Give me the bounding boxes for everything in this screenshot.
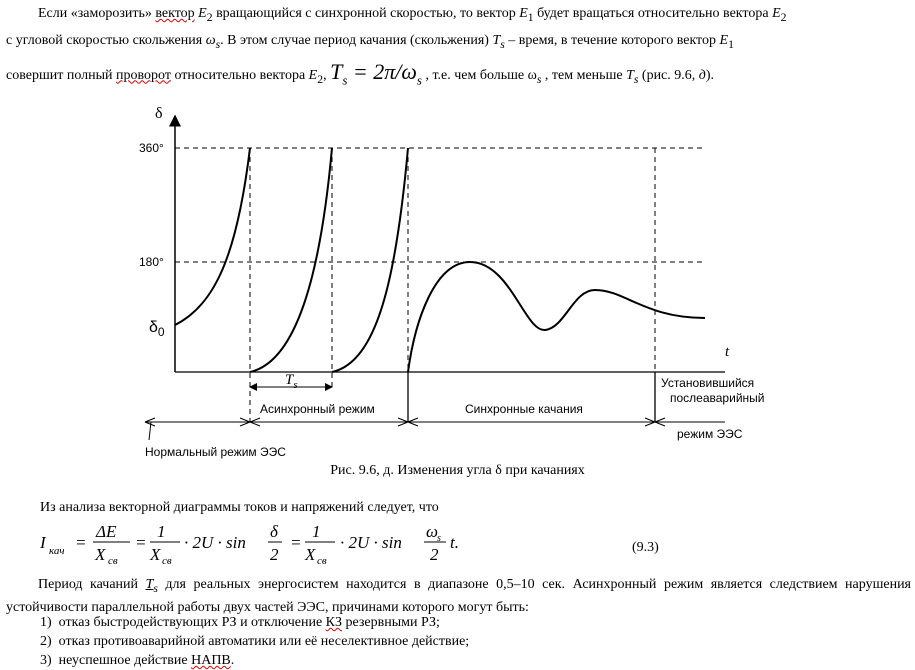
svg-text:1: 1 xyxy=(157,522,166,541)
figure-caption: Рис. 9.6, д. Изменения угла δ при качаниях xyxy=(330,463,585,478)
svg-text:св: св xyxy=(162,555,172,566)
svg-text:δ: δ xyxy=(270,522,278,541)
region-post-label-1: Установившийся xyxy=(661,376,755,390)
region-post-label-3: режим ЭЭС xyxy=(677,427,743,441)
y-axis-label: δ xyxy=(155,105,163,122)
region-post-label-2: послеаварийный xyxy=(670,391,765,405)
causes-list xyxy=(6,613,469,670)
equation-number: (9.3) xyxy=(632,540,659,555)
svg-text:св: св xyxy=(108,555,118,566)
period-formula: $T_s = 2\pi/\omega_s$ xyxy=(330,58,422,87)
svg-text:кач: кач xyxy=(49,545,65,557)
svg-text:=: = xyxy=(75,533,87,552)
tick-delta0: $\delta_0$ xyxy=(149,319,165,339)
svg-text:s: s xyxy=(437,533,441,544)
svg-text:св: св xyxy=(317,555,327,566)
svg-text:2: 2 xyxy=(270,545,279,564)
paragraph-period: Период качаний $T_s$ для реальных энергосистем находится в диапазоне 0,5–10 сек. Асинхронный режим является следствием нарушения устойчивости параллельной работы двух частей ЭЭС, причинами которого могут быть: xyxy=(6,577,911,615)
paragraph-intro: Если «заморозить» вектор $E_2$ вращающийся с синхронной скоростью, то вектор $E_1$ будет вращаться относительно вектора $E_2$ с угловой скоростью скольжения $\omega_s$. В этом случае период качания (скольжения) $T_s$ – время, в течение которого вектор $E_1$ совершит полный проворот относительно вектора $E_2$, $T_s = 2\pi/\omega_s$ , т.е. чем больше $\omega_s$ , тем меньше $T_s$ (рис. 9.6, д). xyxy=(6,6,787,87)
svg-text:X: X xyxy=(95,545,106,564)
curve-slip-1 xyxy=(250,148,332,372)
list-item: 2) отказ противоаварийной автоматики или её неселективное действие; xyxy=(40,634,470,649)
tick-360: 360° xyxy=(139,141,164,155)
tick-180: 180° xyxy=(139,255,164,269)
svg-text:I: I xyxy=(40,533,46,552)
svg-text:X: X xyxy=(150,545,161,564)
svg-text:· 2U · sin: · 2U · sin xyxy=(184,533,246,552)
region-sync-label: Синхронные качания xyxy=(465,402,583,416)
svg-text:=: = xyxy=(290,533,302,552)
region-async-label: Асинхронный режим xyxy=(260,402,375,416)
analysis-intro: Из анализа векторной диаграммы токов и напряжений следует, что xyxy=(40,500,439,515)
equation-9-3 xyxy=(40,520,680,566)
svg-text:2: 2 xyxy=(430,545,439,564)
svg-text:X: X xyxy=(305,545,316,564)
svg-text:· 2U · sin: · 2U · sin xyxy=(340,533,402,552)
region-normal-label: Нормальный режим ЭЭС xyxy=(145,445,286,459)
normal-mode-leader xyxy=(149,422,151,440)
period-label: $T_s$ xyxy=(285,372,298,391)
x-axis-label: t xyxy=(725,344,730,360)
svg-text:1: 1 xyxy=(312,522,321,541)
svg-text:t.: t. xyxy=(450,533,459,552)
curve-synchronous-swing xyxy=(408,262,705,372)
curve-initial-rise xyxy=(175,148,250,325)
svg-text:ΔE: ΔE xyxy=(96,522,117,541)
angle-swing-figure xyxy=(125,100,785,462)
svg-text:=: = xyxy=(135,533,147,552)
curve-slip-2 xyxy=(332,148,408,372)
svg-text:ω: ω xyxy=(426,522,439,541)
list-item: 3) неуспешное действие НАПВ. xyxy=(40,653,235,668)
list-item: 1) отказ быстродействующих РЗ и отключение КЗ резервными РЗ; xyxy=(40,615,440,630)
